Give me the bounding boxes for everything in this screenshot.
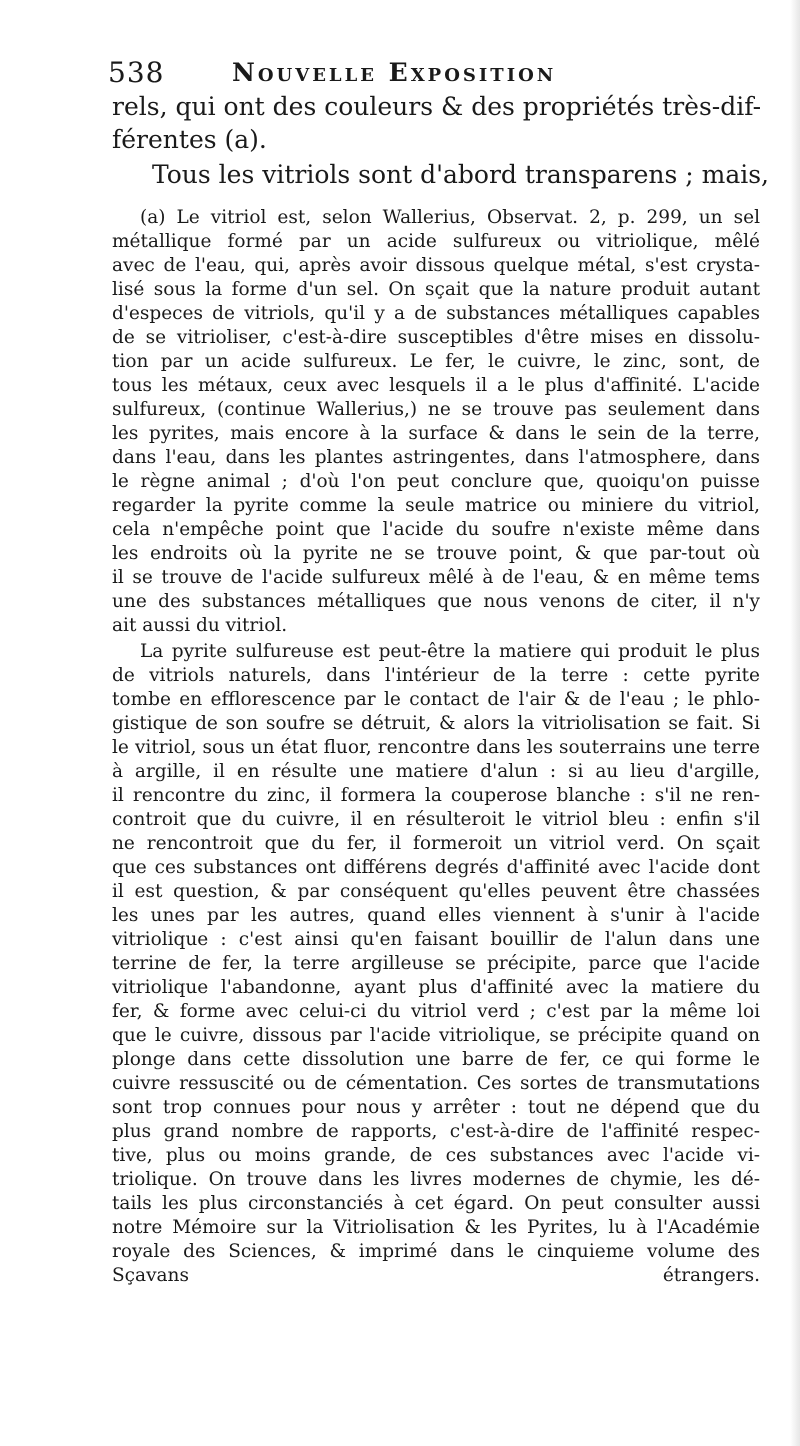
footnote-line: terrine de fer, la terre argilleuse se précipite, parce que l'acide bbox=[112, 953, 760, 974]
footnote-line: tous les métaux, ceux avec lesquels il a le plus d'affinité. L'acide bbox=[112, 375, 760, 396]
footnote-line: royale des Sciences, & imprimé dans le cinquieme volume des bbox=[112, 1241, 760, 1262]
footnote-line: que le cuivre, dissous par l'acide vitriolique, se précipite quand on bbox=[112, 1025, 760, 1046]
footnote-line: il est question, & par conséquent qu'elles peuvent être chassées bbox=[112, 881, 760, 902]
footnote-line: tails les plus circonstanciés à cet égard. On peut consulter aussi bbox=[112, 1193, 760, 1214]
footnote-line: sont trop connues pour nous y arrêter : tout ne dépend que du bbox=[112, 1097, 760, 1118]
footnote-line: tion par un acide sulfureux. Le fer, le cuivre, le zinc, sont, de bbox=[112, 351, 760, 372]
footnote-line: dans l'eau, dans les plantes astringentes, dans l'atmosphere, dans bbox=[112, 447, 760, 468]
footnote-line: ait aussi du vitriol. bbox=[112, 615, 288, 636]
page-gutter-shadow bbox=[790, 0, 800, 1446]
footnote-line: à argille, il en résulte une matiere d'alun : si au lieu d'argille, bbox=[112, 761, 760, 782]
main-text-line: férentes (a). bbox=[112, 125, 267, 154]
footnote-line: métallique formé par un acide sulfureux ou vitriolique, mêlé bbox=[112, 231, 760, 252]
footnote-line: controit que du cuivre, il en résulteroit le vitriol bleu : enfin s'il bbox=[112, 809, 760, 830]
footnote-line: sulfureux, (continue Wallerius,) ne se trouve pas seulement dans bbox=[112, 399, 760, 420]
footnote-line: regarder la pyrite comme la seule matrice ou miniere du vitriol, bbox=[112, 495, 760, 516]
footnote-line: fer, & forme avec celui-ci du vitriol verd ; c'est par la même loi bbox=[112, 1001, 760, 1022]
running-title: Nouvelle Exposition bbox=[232, 58, 557, 87]
footnote-line: plonge dans cette dissolution une barre de fer, ce qui forme le bbox=[112, 1049, 760, 1070]
page-header bbox=[108, 56, 668, 96]
footnote-line: les unes par les autres, quand elles viennent à s'unir à l'acide bbox=[112, 905, 760, 926]
footnote-line: cuivre ressuscité ou de cémentation. Ces sortes de transmutations bbox=[112, 1073, 760, 1094]
footnote-line: vitriolique : c'est ainsi qu'en faisant bouillir de l'alun dans une bbox=[112, 929, 760, 950]
footnote-line: cela n'empêche point que l'acide du soufre n'existe même dans bbox=[112, 519, 760, 540]
footnote-line: les endroits où la pyrite ne se trouve point, & que par-tout où bbox=[112, 543, 760, 564]
footnote-line: lisé sous la forme d'un sel. On sçait que la nature produit autant bbox=[112, 279, 760, 300]
footnote-line: le vitriol, sous un état fluor, rencontre dans les souterrains une terre bbox=[112, 737, 760, 758]
footnote-line: vitriolique l'abandonne, ayant plus d'affinité avec la matiere du bbox=[112, 977, 760, 998]
footnote-line: Sçavans étrangers. bbox=[112, 1265, 760, 1286]
footnote-line: ne rencontroit que du fer, il formeroit un vitriol verd. On sçait bbox=[112, 833, 760, 854]
footnote-line: notre Mémoire sur la Vitriolisation & les Pyrites, lu à l'Académie bbox=[112, 1217, 760, 1238]
footnote-line: il se trouve de l'acide sulfureux mêlé à de l'eau, & en même tems bbox=[112, 567, 760, 588]
footnote-line: triolique. On trouve dans les livres modernes de chymie, les dé- bbox=[112, 1169, 760, 1190]
main-text-line: rels, qui ont des couleurs & des propriétés très-dif- bbox=[112, 92, 762, 121]
page-number: 538 bbox=[108, 56, 165, 89]
main-text-line: Tous les vitriols sont d'abord transparens ; mais, bbox=[152, 160, 769, 189]
footnote-line: les pyrites, mais encore à la surface & dans le sein de la terre, bbox=[112, 423, 760, 444]
footnote-line: tive, plus ou moins grande, de ces substances avec l'acide vi- bbox=[112, 1145, 760, 1166]
footnote-line: plus grand nombre de rapports, c'est-à-dire de l'affinité respec- bbox=[112, 1121, 760, 1142]
footnote-line: (a) Le vitriol est, selon Wallerius, Observat. 2, p. 299, un sel bbox=[140, 207, 760, 228]
footnote-line: une des substances métalliques que nous venons de citer, il n'y bbox=[112, 591, 760, 612]
footnote-line: de se vitrioliser, c'est-à-dire susceptibles d'être mises en dissolu- bbox=[112, 327, 760, 348]
footnote-line: d'especes de vitriols, qu'il y a de substances métalliques capables bbox=[112, 303, 760, 324]
footnote-line: avec de l'eau, qui, après avoir dissous quelque métal, s'est crysta- bbox=[112, 255, 760, 276]
footnote-line: le règne animal ; d'où l'on peut conclure que, quoiqu'on puisse bbox=[112, 471, 760, 492]
footnote-line: il rencontre du zinc, il formera la couperose blanche : s'il ne ren- bbox=[112, 785, 760, 806]
footnote-line: tombe en efflorescence par le contact de l'air & de l'eau ; le phlo- bbox=[112, 689, 760, 710]
footnote-line: de vitriols naturels, dans l'intérieur de la terre : cette pyrite bbox=[112, 665, 760, 686]
footnote-line: La pyrite sulfureuse est peut-être la matiere qui produit le plus bbox=[140, 641, 760, 662]
footnote-line: que ces substances ont différens degrés d'affinité avec l'acide dont bbox=[112, 857, 760, 878]
footnote-line: gistique de son soufre se détruit, & alors la vitriolisation se fait. Si bbox=[112, 713, 760, 734]
